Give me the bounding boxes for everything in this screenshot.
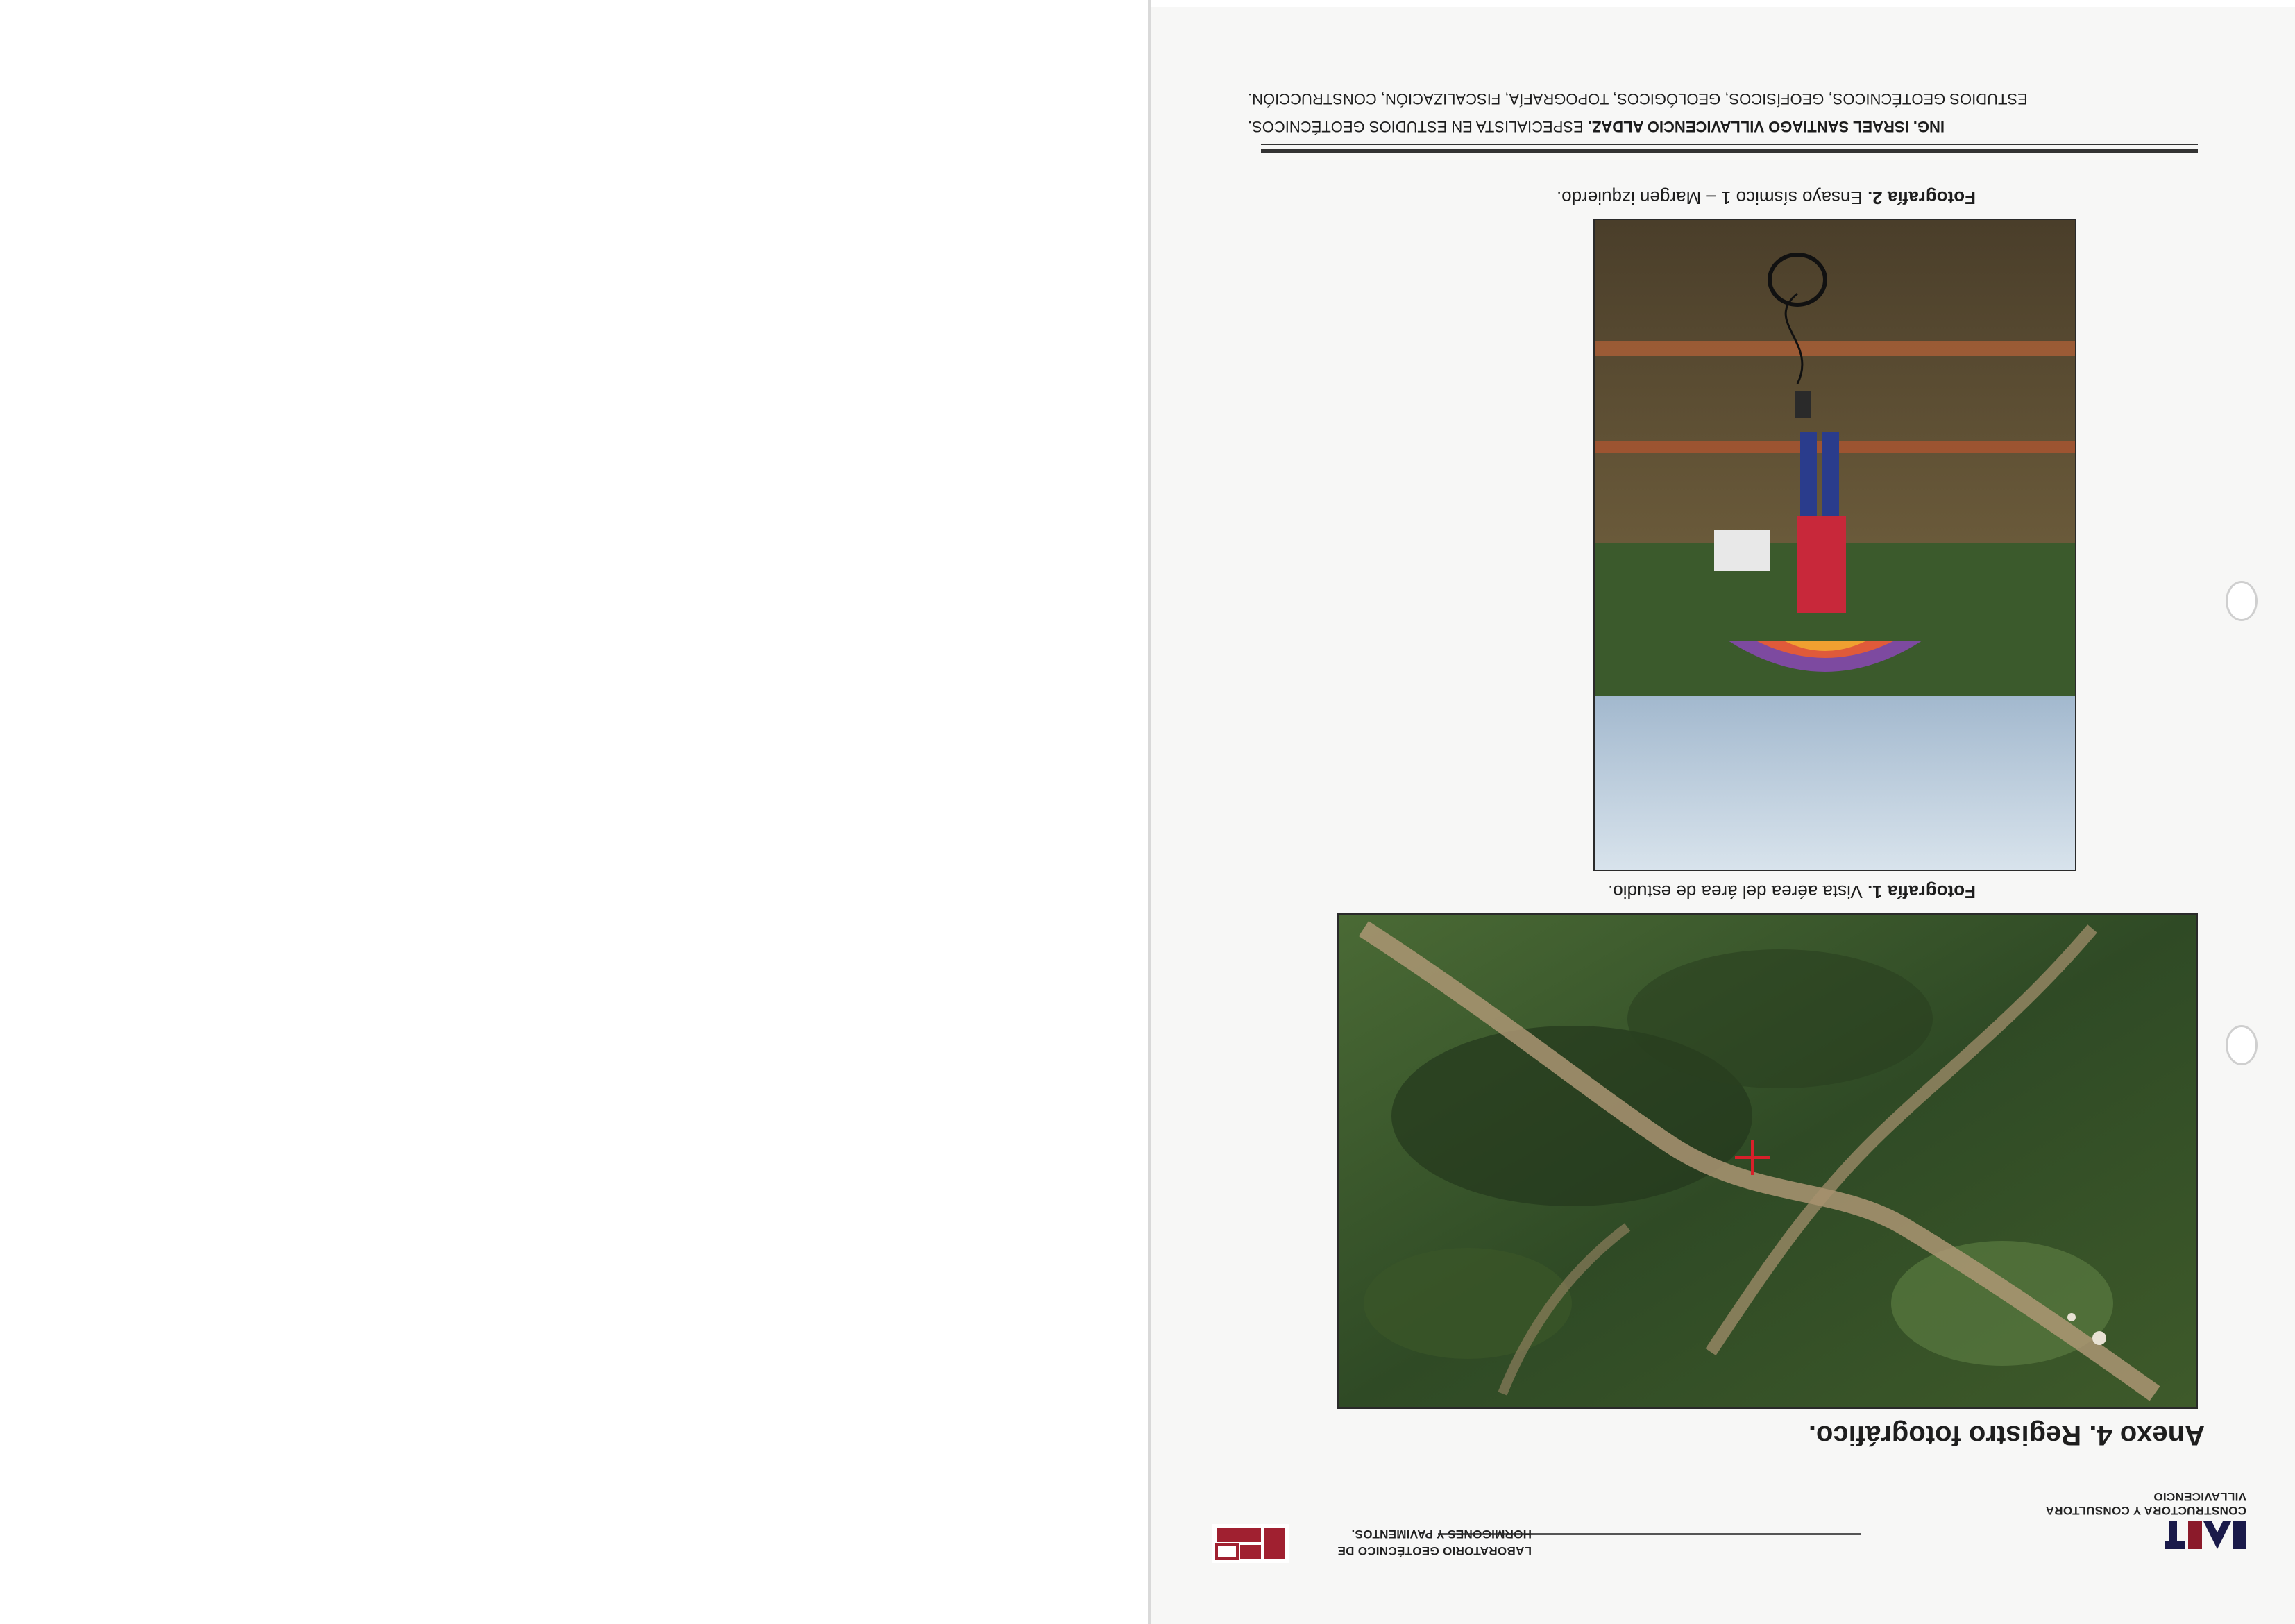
laboratory-caption-line1: LABORATORIO GEOTÉCNICO DE <box>1337 1544 1532 1557</box>
header-line-2: ESTUDIOS GEOTÉCNICOS, GEOFÍSICOS, GEOLÓGICOS, TOPOGRAFÍA, FISCALIZACIÓN, CONSTRUCCIÓN. <box>1248 90 2028 108</box>
header-rule-thin <box>1261 144 2198 145</box>
aerial-photo <box>1337 913 2198 1409</box>
header-specialty: ESPECIALISTA EN ESTUDIOS GEOTÉCNICOS. <box>1248 118 1588 135</box>
photo-1-label: Fotografía 1. <box>1867 881 1976 902</box>
company-logo <box>1983 1490 2246 1563</box>
seismic-test-image <box>1595 220 2075 870</box>
laboratory-logo-icon <box>1212 1524 1289 1563</box>
aerial-photo-image <box>1339 915 2196 1407</box>
company-logo-icon <box>2163 1521 2246 1563</box>
header-line-1 <box>1248 117 1945 135</box>
annex-title: Anexo 4. Registro fotográfico. <box>1808 1420 2205 1450</box>
photo-2-caption <box>1557 187 1976 208</box>
photo-2-label: Fotografía 2. <box>1867 187 1976 208</box>
binder-hole <box>2226 1025 2258 1065</box>
binder-hole <box>2226 581 2258 621</box>
header-engineer-name: ING. ISRAEL SANTIAGO VILLAVICENCIO ALDAZ. <box>1587 118 1945 135</box>
photo-1-text: Vista aérea del área de estudio. <box>1608 881 1868 902</box>
header-rule-thick <box>1261 149 2198 153</box>
seismic-test-photo <box>1593 219 2076 871</box>
photo-2-text: Ensayo sísmico 1 – Margen izquierdo. <box>1556 187 1868 208</box>
photo-1-caption <box>1608 881 1976 902</box>
laboratory-caption-line2: HORMIGONES Y PAVIMENTOS. <box>1351 1528 1532 1541</box>
laboratory-logo <box>1212 1500 1532 1563</box>
document-page <box>1151 7 2295 1624</box>
company-caption: CONSTRUCTORA Y CONSULTORA VILLAVICENCIO <box>2046 1490 2246 1517</box>
